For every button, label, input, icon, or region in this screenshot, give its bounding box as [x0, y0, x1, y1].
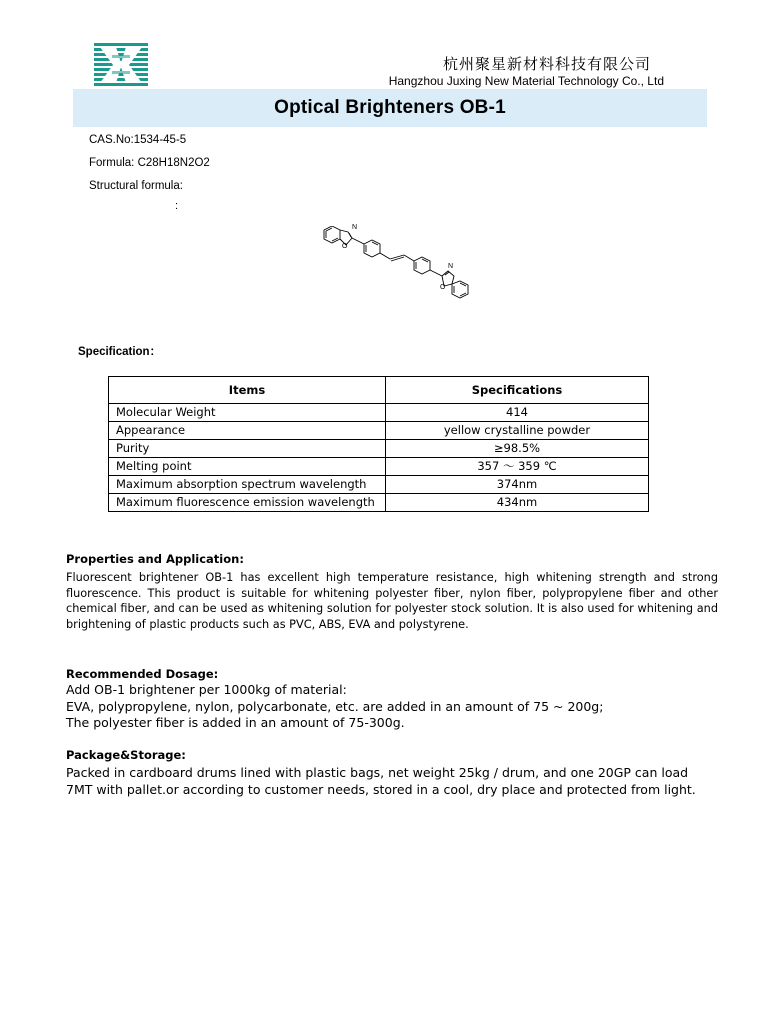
row-item: Molecular Weight — [109, 404, 386, 422]
dosage-line: The polyester fiber is added in an amount of 75-300g. — [66, 715, 405, 730]
company-name-cn: 杭州聚星新材料科技有限公司 — [442, 55, 651, 73]
table-row — [109, 476, 649, 494]
specification-heading: Specification： — [78, 346, 162, 358]
row-item: Purity — [109, 440, 386, 458]
chemical-formula: Formula: C28H18N2O2 — [89, 157, 210, 169]
table-row — [109, 404, 649, 422]
row-value: ≥98.5% — [386, 440, 649, 458]
structural-formula-label: Structural formula: — [89, 180, 183, 192]
column-header-items: Items — [109, 377, 386, 404]
properties-heading: Properties and Application: — [66, 552, 244, 566]
specification-table — [108, 376, 649, 512]
row-item: Maximum fluorescence emission wavelength — [109, 494, 386, 512]
dosage-line: EVA, polypropylene, nylon, polycarbonate, etc. are added in an amount of 75 ~ 200g; — [66, 698, 604, 714]
title-band — [73, 89, 707, 127]
properties-text: Fluorescent brightener OB-1 has excellent high temperature resistance, high whitening strength and strong fluorescence. This product is suitable for whitening polyester fiber, nylon fiber, polypropylene fiber and other chemical fiber, and can be used as whitening solution for polyester stock solution. It is also used for whitening and brightening of plastic products such as PVC, ABS, EVA and polystyrene. — [66, 571, 718, 631]
row-value: yellow crystalline powder — [386, 422, 649, 440]
structural-colon: : — [175, 200, 179, 212]
package-text: Packed in cardboard drums lined with plastic bags, net weight 25kg / drum, and one 20GP can load 7MT with pallet.or according to customer needs, stored in a cool, dry place and protected from light. — [66, 765, 696, 797]
table-header-row — [109, 377, 649, 404]
cas-number: CAS.No:1534-45-5 — [89, 134, 187, 146]
company-name-en: Hangzhou Juxing New Material Technology Co., Ltd — [388, 74, 664, 88]
row-item: Appearance — [109, 422, 386, 440]
table-row — [109, 422, 649, 440]
page-title: Optical Brighteners OB-1 — [274, 97, 506, 118]
table-row — [109, 494, 649, 512]
structural-formula-image — [316, 226, 480, 308]
row-item: Maximum absorption spectrum wavelength — [109, 476, 386, 494]
atom-o-right: O — [440, 284, 446, 291]
atom-n-right: N — [448, 263, 454, 270]
row-item: Melting point — [109, 458, 386, 476]
column-header-specifications: Specifications — [386, 377, 649, 404]
package-heading: Package&Storage: — [66, 748, 186, 762]
atom-n-left: N — [352, 224, 358, 231]
row-value: 414 — [386, 404, 649, 422]
table-row — [109, 440, 649, 458]
dosage-list — [66, 682, 603, 732]
atom-o-left: O — [342, 243, 348, 250]
row-value: 434nm — [386, 494, 649, 512]
row-value: 374nm — [386, 476, 649, 494]
dosage-line: Add OB-1 brightener per 1000kg of material: — [66, 682, 347, 697]
dosage-heading: Recommended Dosage: — [66, 667, 219, 681]
row-value: 357 ～ 359 ℃ — [386, 458, 649, 476]
table-row — [109, 458, 649, 476]
company-logo-icon — [94, 43, 148, 87]
